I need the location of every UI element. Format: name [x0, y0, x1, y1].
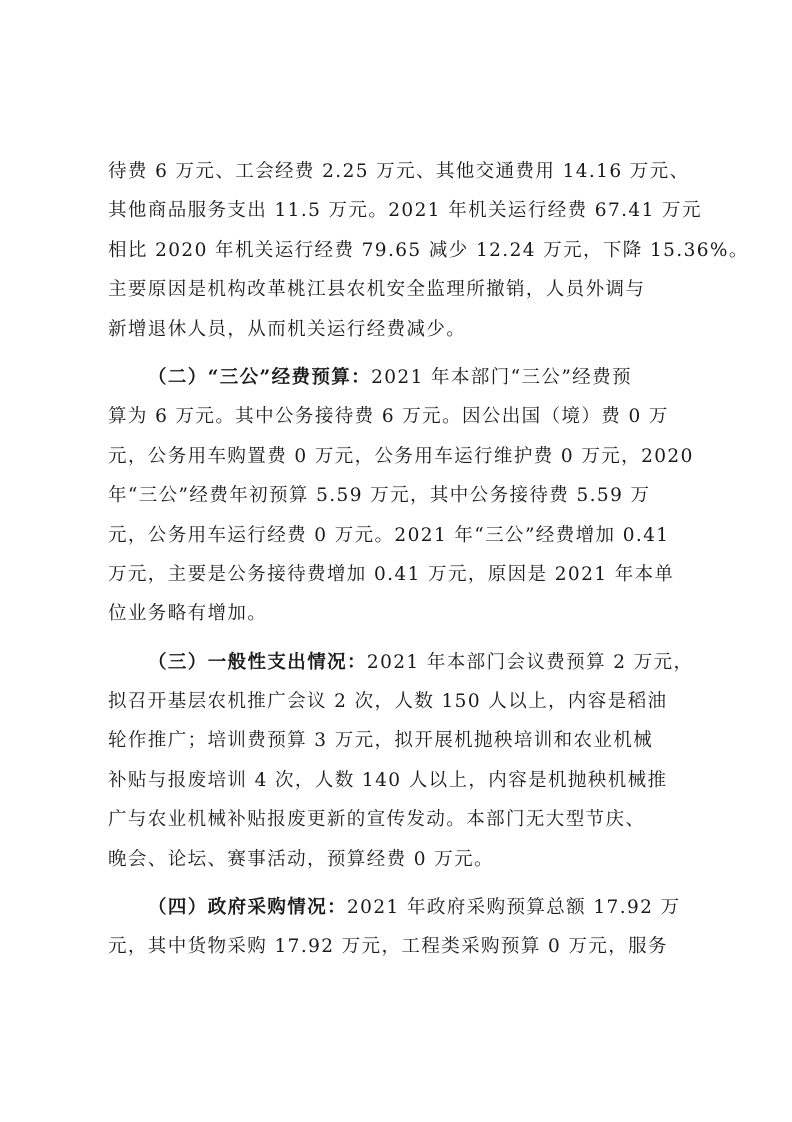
- paragraph-1-line-3: 相比 2020 年机关运行经费 79.65 减少 12.24 万元，下降 15.36%。: [108, 239, 749, 261]
- paragraph-4-line-1-text: 2021 年政府采购预算总额 17.92 万: [347, 897, 681, 919]
- paragraph-2-line-1-text: 2021 年本部门“三公”经费预: [371, 366, 632, 388]
- section-heading-sangong: （二）“三公”经费预算：: [148, 366, 372, 388]
- paragraph-2-line-7: 位业务略有增加。: [108, 603, 268, 625]
- paragraph-2-line-3: 元，公务用车购置费 0 万元，公务用车运行维护费 0 万元，2020: [108, 445, 694, 467]
- paragraph-3-line-4: 补贴与报废培训 4 次，人数 140 人以上，内容是机抛秧机械推: [108, 769, 668, 791]
- paragraph-3-line-6: 晚会、论坛、赛事活动，预算经费 0 万元。: [108, 848, 494, 870]
- paragraph-2-line-1: [108, 358, 688, 397]
- paragraph-1-line-2: 其他商品服务支出 11.5 万元。2021 年机关运行经费 67.41 万元: [108, 200, 702, 222]
- section-heading-procurement: （四）政府采购情况：: [148, 897, 348, 919]
- paragraph-1-line-4: 主要原因是机构改革桃江县农机安全监理所撤销，人员外调与: [108, 279, 646, 301]
- paragraph-3-line-2: 拟召开基层农机推广会议 2 次，人数 150 人以上，内容是稻油: [108, 691, 668, 713]
- document-body: [108, 152, 749, 967]
- paragraph-3-line-5: 广与农业机械补贴报废更新的宣传发动。本部门无大型节庆、: [108, 809, 646, 831]
- paragraph-3-line-1-text: 2021 年本部门会议费预算 2 万元，: [366, 651, 694, 673]
- paragraph-2-line-6: 万元，主要是公务接待费增加 0.41 万元，原因是 2021 年本单: [108, 563, 675, 585]
- paragraph-2-line-2: 算为 6 万元。其中公务接待费 6 万元。因公出国（境）费 0 万: [108, 406, 669, 428]
- section-heading-general-expenses: （三）一般性支出情况：: [148, 651, 367, 673]
- paragraph-4-line-1: [108, 888, 688, 927]
- paragraph-1-line-1: 待费 6 万元、工会经费 2.25 万元、其他交通费用 14.16 万元、: [108, 161, 690, 182]
- paragraph-2-line-5: 元，公务用车运行经费 0 万元。2021 年“三公”经费增加 0.41: [108, 524, 670, 546]
- paragraph-2-line-4: 年“三公”经费年初预算 5.59 万元，其中公务接待费 5.59 万: [108, 485, 651, 507]
- paragraph-1-line-5: 新增退休人员，从而机关运行经费减少。: [108, 318, 467, 340]
- paragraph-4-line-2: 元，其中货物采购 17.92 万元，工程类采购预算 0 万元，服务: [108, 936, 668, 958]
- paragraph-3-line-3: 轮作推广；培训费预算 3 万元，拟开展机抛秧培训和农业机械: [108, 730, 654, 752]
- paragraph-3-line-1: [108, 643, 694, 682]
